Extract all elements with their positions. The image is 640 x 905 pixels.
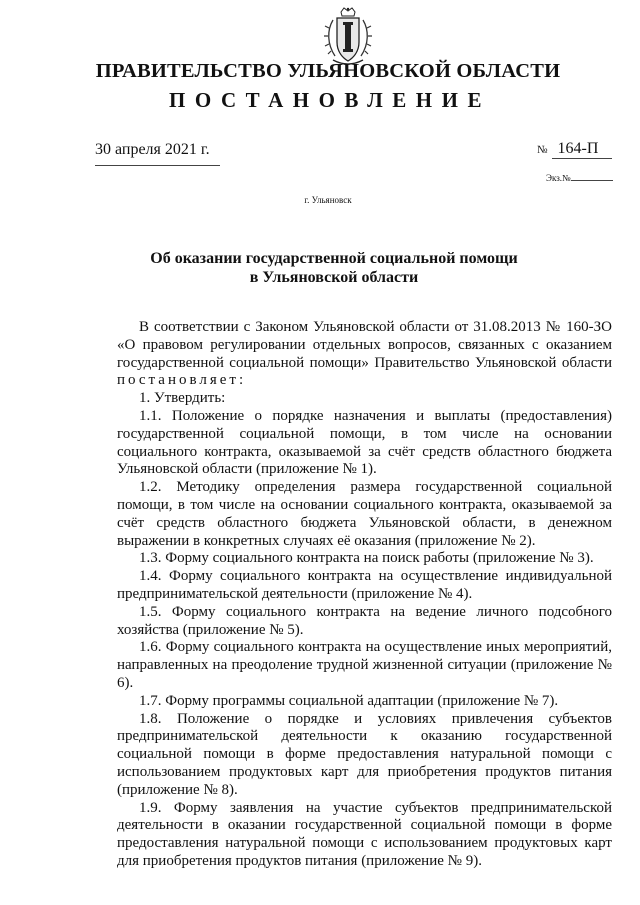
paragraph-1-5: 1.5. Форму социального контракта на ведение личного подсобного хозяйства (приложение № 5). [117,603,612,638]
paragraph-1-1: 1.1. Положение о порядке назначения и выплаты (предоставления) государственной социальной помощи, в том числе на основании социального контракта, оказываемой за счёт средств областного бюджета Ульяновской области (приложение № 1). [117,407,612,478]
copy-number-line [571,180,613,181]
document-date: 30 апреля 2021 г. [95,141,220,166]
document-subject [14,249,640,287]
paragraph-1-4: 1.4. Форму социального контракта на осуществление индивидуальной предпринимательской деятельности (приложение № 4). [117,568,612,602]
paragraph-1: 1. Утвердить: [139,390,226,407]
intro-colon: : [238,372,244,389]
copy-number [546,173,613,183]
paragraph-1-3: 1.3. Форму социального контракта на поиск работы (приложение № 3). [139,550,594,567]
subject-line-1: Об оказании государственной социальной помощи [150,250,518,267]
subject-line-2: в Ульяновской области [249,269,419,286]
paragraph-1-9: 1.9. Форму заявления на участие субъектов предпринимательской деятельности в оказании государственной социальной помощи в форме предоставления натуральной помощи с использованием продуктовых карт для приобретения продуктов питания (приложение № 9). [117,799,612,869]
document-number [537,140,612,159]
document-body [117,319,612,871]
number-value: 164-П [552,140,612,159]
intro-paragraph [117,319,612,390]
paragraph-1-8: 1.8. Положение о порядке и условиях привлечения субъектов предпринимательской деятельности к оказанию государственной социальной помощи в форме предоставления натуральной помощи с использованием продуктовых карт для приобретения продуктов питания (приложение № 8). [117,710,612,798]
paragraph-1-2: 1.2. Методику определения размера государственной социальной помощи, в том числе на основании социального контракта, оказываемой за счёт средств областного бюджета Ульяновской области, в денежном выражении в конкретных случаях её оказания (приложение № 2). [117,479,612,549]
paragraph-1-6: 1.6. Форму социального контракта на осуществление иных мероприятий, направленных на преодоление трудной жизненной ситуации (приложение № 6). [117,639,612,691]
city-label: г. Ульяновск [304,195,352,205]
number-sign: № [537,144,548,156]
intro-text: В соответствии с Законом Ульяновской области от 31.08.2013 № 160-ЗО «О правовом регулировании отдельных вопросов, связанных с оказанием государственной социальной помощи» Правительство Ульяновской области [117,319,612,371]
intro-resolution-word: постановляет [117,372,239,389]
government-title: ПРАВИТЕЛЬСТВО УЛЬЯНОВСКОЙ ОБЛАСТИ [95,60,561,82]
coat-of-arms-icon [319,6,377,68]
document-type-title: ПОСТАНОВЛЕНИЕ [169,88,491,112]
copy-label: Экз.№ [546,173,571,183]
paragraph-1-7: 1.7. Форму программы социальной адаптации (приложение № 7). [139,692,559,709]
